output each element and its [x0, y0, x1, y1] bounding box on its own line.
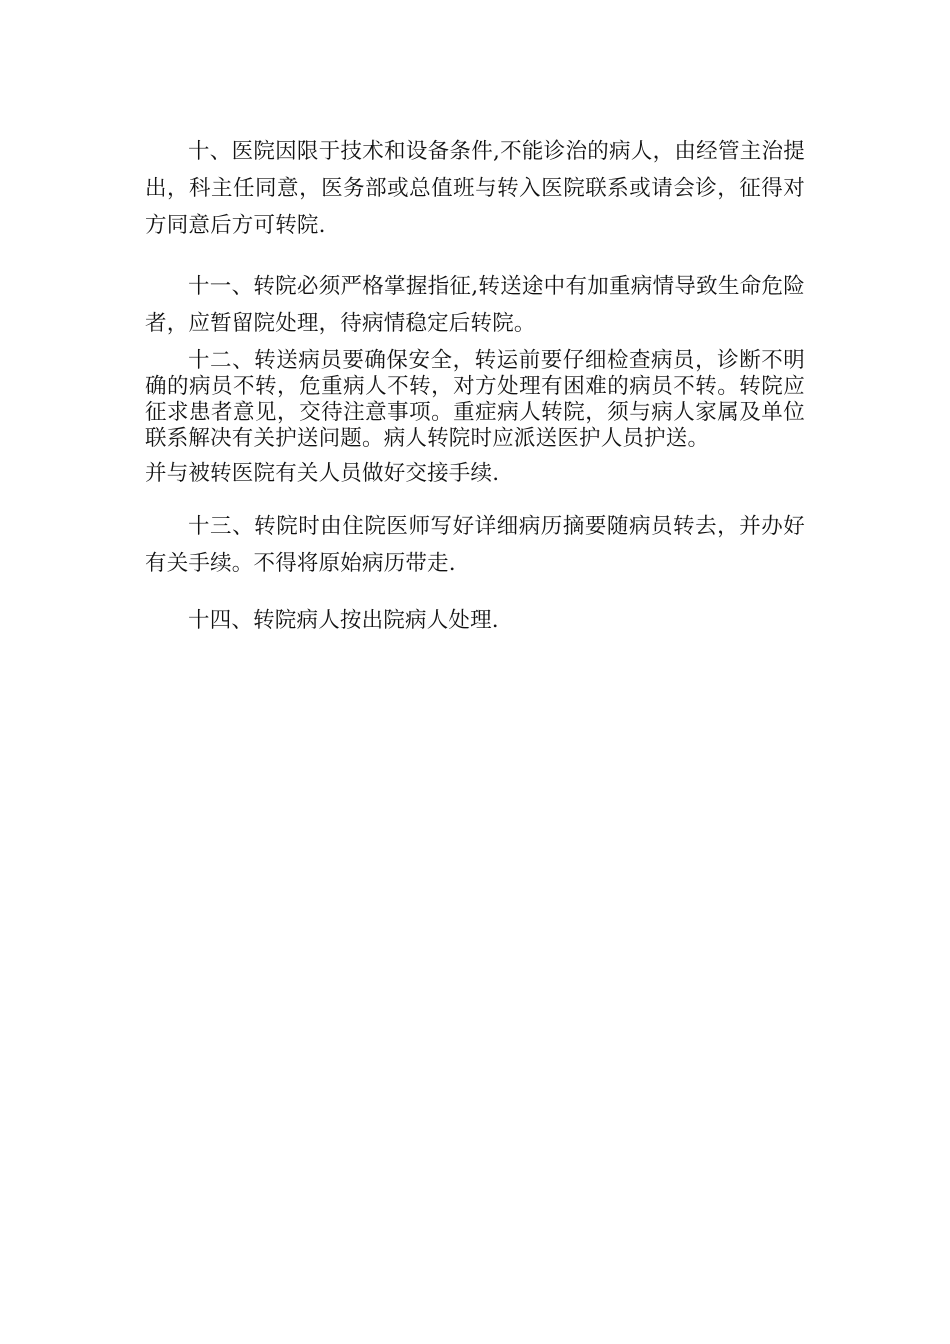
paragraph-12-tail: 并与被转医院有关人员做好交接手续.	[145, 461, 500, 486]
paragraph-10: 十、医院因限于技术和设备条件,不能诊治的病人，由经管主治提出，科主任同意，医务部或总值班与转入医院联系或请会诊，征得对方同意后方可转院.	[145, 139, 805, 238]
paragraph-12: 十二、转送病员要确保安全，转运前要仔细检查病员，诊断不明确的病员不转，危重病人不转，对方处理有困难的病员不转。转院应征求患者意见，交待注意事项。重症病人转院，须与病人家属及单位联系解决有关护送问题。病人转院时应派送医护人员护送。	[145, 348, 805, 451]
paragraph-13: 十三、转院时由住院医师写好详细病历摘要随病员转去，并办好有关手续。不得将原始病历带走.	[145, 514, 805, 576]
paragraph-14: 十四、转院病人按出院病人处理.	[188, 608, 499, 633]
paragraph-11: 十一、转院必须严格掌握指征,转送途中有加重病情导致生命危险者，应暂留院处理，待病情稳定后转院。	[145, 274, 805, 336]
